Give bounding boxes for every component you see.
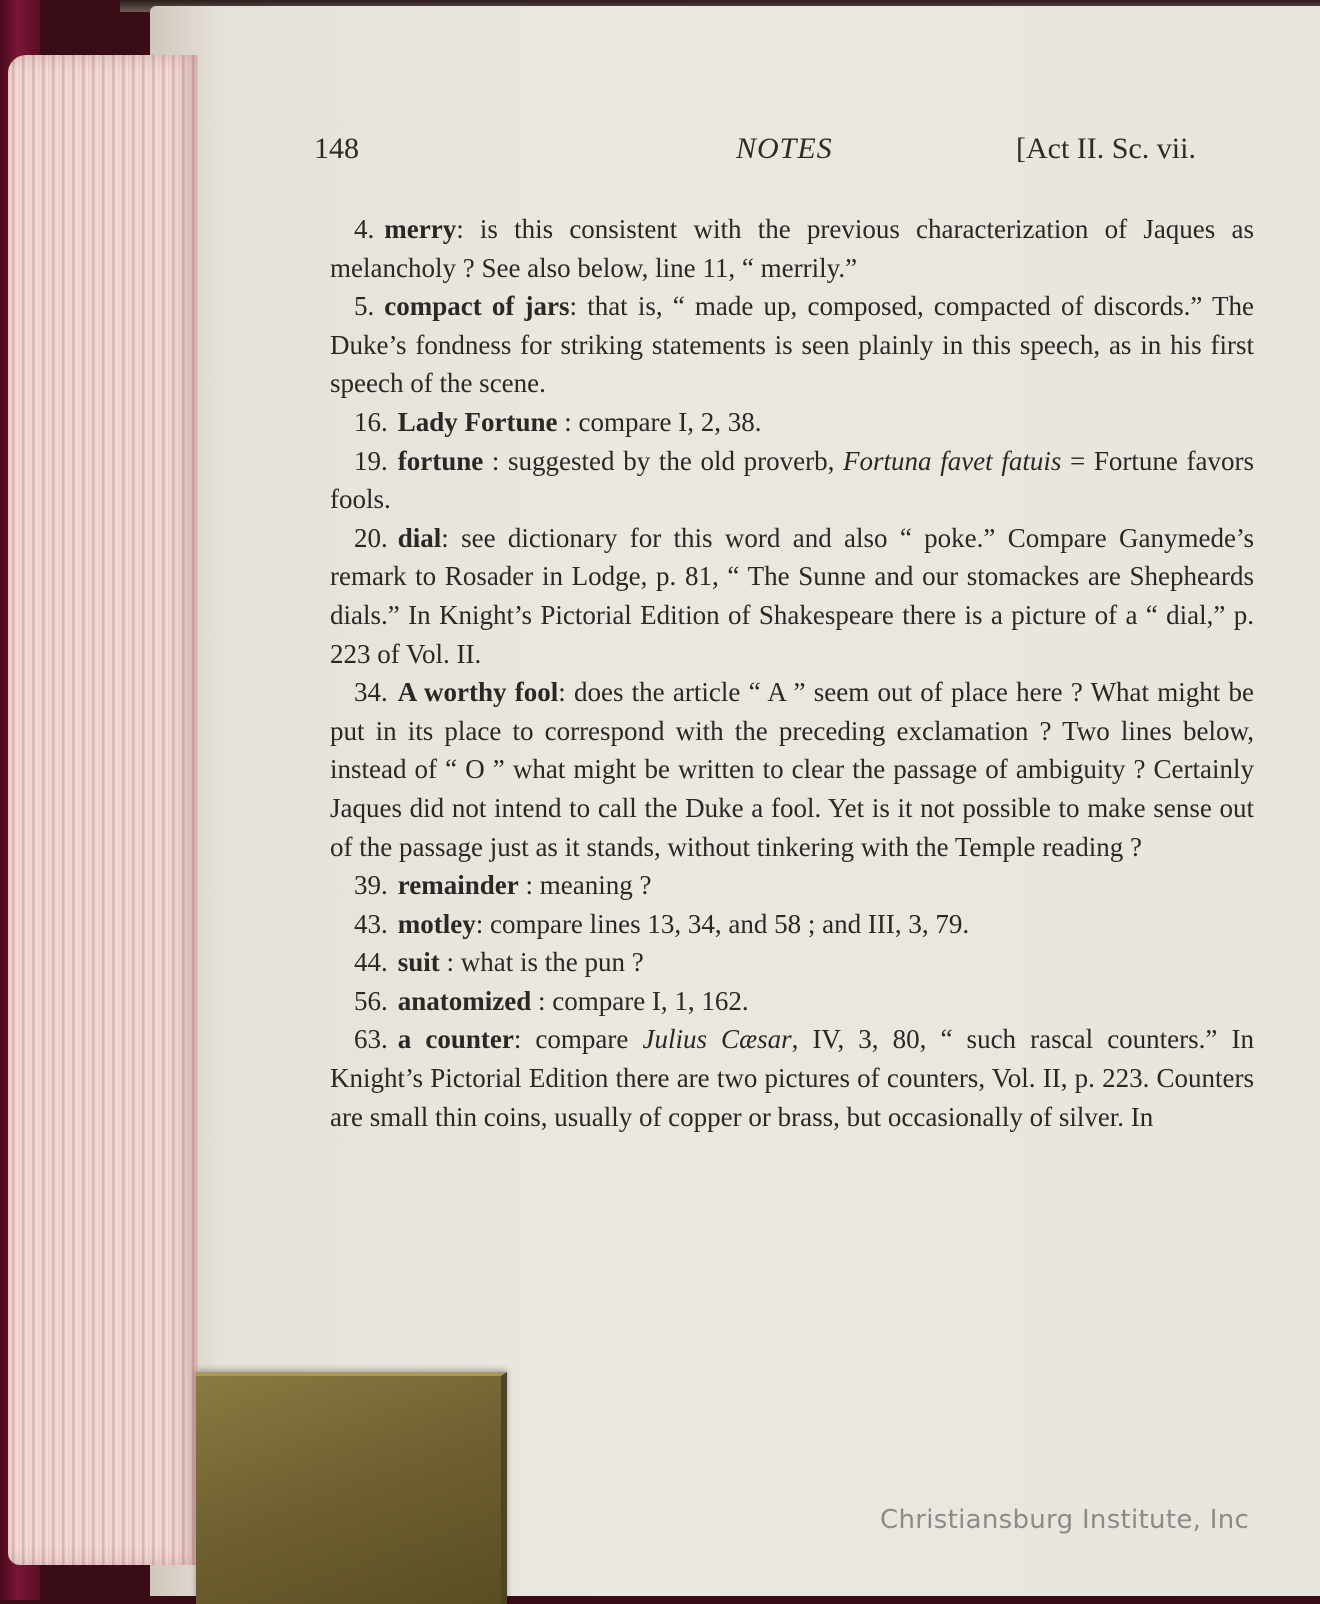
- note-text: : compare I, 2, 38.: [557, 406, 762, 437]
- note-text: : see dictionary for this word and also “ poke.” Compare Ganymede’s remark to Rosader in Lodge, p. 81, “ The Sunne and our stomackes are Shepheards dials.” In Knight’s Pictorial Edition of Shakespeare there is a picture of a “ dial,” p. 223 of Vol. II.: [330, 522, 1254, 669]
- note-italic-title: Julius Cæsar: [642, 1024, 792, 1055]
- note-line-number: 20.: [354, 522, 388, 553]
- note-text: : compare I, 1, 162.: [531, 985, 749, 1016]
- note-line-number: 39.: [354, 870, 388, 901]
- note-lemma: a counter: [397, 1024, 514, 1055]
- note-text: = Fortune favors fools.: [330, 445, 1254, 515]
- note-lemma: remainder: [397, 870, 519, 901]
- note-entry: [330, 943, 1254, 982]
- note-line-number: 56.: [354, 985, 388, 1016]
- note-entry: [330, 1020, 1254, 1136]
- note-text: : does the article “ A ” seem out of place here ? What might be put in its place to correspond with the preceding exclamation ? Two lines below, instead of “ O ” what might be written to clear the passage of ambiguity ? Certainly Jaques did not intend to call the Duke a fool. Yet is it not possible to make sense out of the passage just as it stands, without tinkering with the Temple reading ?: [330, 677, 1254, 862]
- note-lemma: compact of jars: [384, 291, 570, 322]
- note-entry: [330, 442, 1254, 519]
- note-lemma: anatomized: [397, 985, 532, 1016]
- note-line-number: 43.: [354, 908, 388, 939]
- brass-page-clip: [196, 1372, 507, 1604]
- note-lemma: fortune: [397, 445, 484, 476]
- note-entry: [330, 210, 1254, 287]
- note-text: : is this consistent with the previous characterization of Jaques as melancholy ? See also below, line 11, “ merrily.”: [330, 214, 1254, 283]
- note-entry: [330, 287, 1254, 403]
- running-title: NOTES: [736, 132, 833, 165]
- note-line-number: 44.: [354, 947, 388, 978]
- note-line-number: 16.: [354, 406, 388, 437]
- note-entry: [330, 403, 1254, 442]
- note-line-number: 5.: [354, 291, 375, 322]
- note-lemma: A worthy fool: [397, 677, 559, 708]
- note-lemma: merry: [384, 214, 457, 244]
- note-text: : what is the pun ?: [439, 947, 644, 978]
- note-text: : that is, “ made up, composed, compacted of discords.” The Duke’s fondness for striking statements is seen plainly in this speech, as in his first speech of the scene.: [330, 291, 1254, 399]
- note-text: : compare: [513, 1024, 643, 1055]
- note-entry: [330, 519, 1254, 673]
- note-lemma: motley: [397, 908, 476, 939]
- note-entry: [330, 866, 1254, 905]
- note-line-number: 34.: [354, 677, 388, 708]
- note-text: , IV, 3, 80, “ such rascal counters.” In Knight’s Pictorial Edition there are two pictures of counters, Vol. II, p. 223. Counters are small thin coins, usually of copper or brass, but occasionally of silver. In: [330, 1024, 1254, 1132]
- page-edges-stack: [8, 55, 198, 1565]
- act-scene-heading: [Act II. Sc. vii.: [1016, 132, 1196, 165]
- note-lemma: Lady Fortune: [397, 406, 558, 437]
- note-entry: [330, 982, 1254, 1021]
- page-number: 148: [314, 132, 359, 165]
- note-italic-title: Fortuna favet fatuis: [843, 445, 1062, 476]
- note-line-number: 19.: [354, 445, 388, 476]
- note-entry: [330, 673, 1254, 866]
- note-line-number: 63.: [354, 1024, 388, 1055]
- note-line-number: 4.: [354, 214, 375, 244]
- note-text: : meaning ?: [518, 870, 652, 901]
- note-text: : compare lines 13, 34, and 58 ; and III, 3, 79.: [475, 908, 970, 939]
- notes-body: [330, 210, 1254, 1136]
- note-lemma: suit: [397, 947, 440, 978]
- watermark-text: Christiansburg Institute, Inc: [880, 1505, 1250, 1535]
- note-text: : suggested by the old proverb,: [483, 445, 844, 476]
- note-entry: [330, 905, 1254, 944]
- note-lemma: dial: [397, 522, 442, 553]
